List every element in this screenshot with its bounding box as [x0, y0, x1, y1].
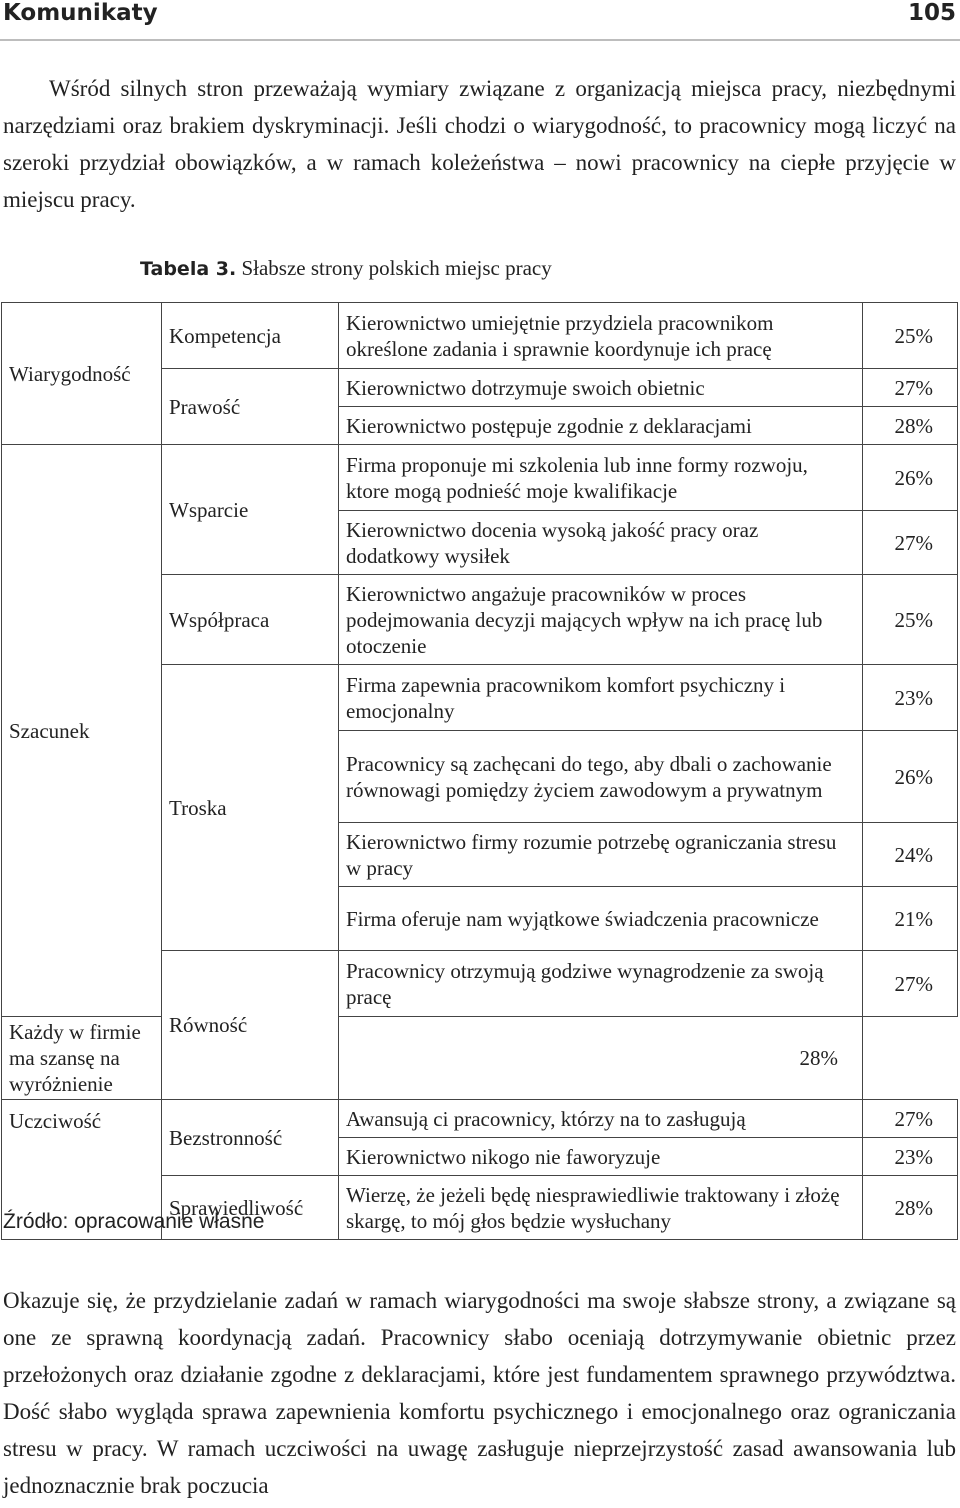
- subdimension-cell: Troska: [162, 665, 339, 951]
- table-row: [2, 1100, 958, 1138]
- table-source: Źródło: opracowanie własne: [3, 1210, 265, 1233]
- statement-cell: Kierownictwo nikogo nie faworyzuje: [339, 1138, 863, 1176]
- subdimension-cell: Kompetencja: [162, 303, 339, 369]
- statement-cell: Firma oferuje nam wyjątkowe świadczenia pracownicze: [339, 887, 863, 951]
- page-number: 105: [907, 0, 956, 26]
- statement-cell: Wierzę, że jeżeli będę niesprawiedliwie traktowany i złożę skargę, to mój głos będzie wysłuchany: [339, 1176, 863, 1240]
- dimension-cell: Szacunek: [2, 445, 162, 1017]
- statement-cell: Pracownicy otrzymują godziwe wynagrodzenie za swoją pracę: [339, 951, 863, 1017]
- header-rule: [0, 39, 960, 41]
- subdimension-cell: Wsparcie: [162, 445, 339, 575]
- statement-cell: Kierownictwo docenia wysoką jakość pracy oraz dodatkowy wysiłek: [339, 511, 863, 575]
- value-cell: 26%: [863, 445, 958, 511]
- table-caption-label: Tabela 3.: [140, 258, 237, 280]
- value-cell: 27%: [863, 511, 958, 575]
- value-cell: 28%: [339, 1017, 863, 1100]
- table-caption-title: Słabsze strony polskich miejsc pracy: [241, 256, 552, 280]
- statement-cell: Kierownictwo umiejętnie przydziela pracownikom określone zadania i sprawnie koordynuje ich pracę: [339, 303, 863, 369]
- dimension-cell: Uczciwość: [2, 1100, 162, 1240]
- subdimension-cell: Współpraca: [162, 575, 339, 665]
- value-cell: 27%: [863, 1100, 958, 1138]
- subdimension-cell: Sprawiedliwość: [162, 1176, 339, 1240]
- value-cell: 26%: [863, 731, 958, 823]
- table-caption: [140, 256, 552, 281]
- weaknesses-table: [1, 302, 958, 1240]
- dimension-cell: Wiarygodność: [2, 303, 162, 445]
- statement-cell: Firma proponuje mi szkolenia lub inne formy rozwoju, ktore mogą podnieść moje kwalifikacje: [339, 445, 863, 511]
- page-header: [0, 0, 960, 30]
- conclusion-paragraph: Okazuje się, że przydzielanie zadań w ramach wiarygodności ma swoje słabsze strony, a związane są one ze sprawną koordynacją zadań. Pracownicy słabo oceniają dotrzymywanie obietnic przez przełożonych oraz działanie zgodne z deklaracjami, które jest fundamentem sprawnego przywództwa. Dość słabo wygląda sprawa zapewnienia komfortu psychicznego i emocjonalnego oraz ograniczania stresu w pracy. W ramach uczciwości na uwagę zasługuje nieprzejrzystość zasad awansowania lub jednoznacznie brak poczucia: [3, 1288, 956, 1498]
- value-cell: 25%: [863, 575, 958, 665]
- statement-cell: Awansują ci pracownicy, którzy na to zasługują: [339, 1100, 863, 1138]
- table-row: [2, 1017, 958, 1100]
- subdimension-cell: Bezstronność: [162, 1100, 339, 1176]
- value-cell: 23%: [863, 665, 958, 731]
- subdimension-cell: Prawość: [162, 369, 339, 445]
- statement-cell: Pracownicy są zachęcani do tego, aby dbali o zachowanie równowagi pomiędzy życiem zawodowym a prywatnym: [339, 731, 863, 823]
- value-cell: 28%: [863, 1176, 958, 1240]
- table-row: [2, 445, 958, 511]
- intro-paragraph: Wśród silnych stron przeważają wymiary związane z organizacją miejsca pracy, niezbędnymi narzędziami oraz brakiem dyskryminacji. Jeśli chodzi o wiarygodność, to pracownicy mogą liczyć na szeroki przydział obowiązków, a w ramach koleżeństwa – nowi pracownicy na ciepłe przyjęcie w miejscu pracy.: [3, 76, 956, 212]
- subdimension-cell: Równość: [162, 951, 339, 1100]
- value-cell: 28%: [863, 407, 958, 445]
- statement-cell: Kierownictwo angażuje pracowników w proces podejmowania decyzji mających wpływ na ich pracę lub otoczenie: [339, 575, 863, 665]
- statement-cell: Firma zapewnia pracownikom komfort psychiczny i emocjonalny: [339, 665, 863, 731]
- statement-cell: Każdy w firmie ma szansę na wyróżnienie: [2, 1017, 162, 1100]
- section-title: Komunikaty: [3, 0, 158, 26]
- value-cell: 27%: [863, 951, 958, 1017]
- value-cell: 21%: [863, 887, 958, 951]
- statement-cell: Kierownictwo dotrzymuje swoich obietnic: [339, 369, 863, 407]
- table-row: [2, 303, 958, 369]
- value-cell: 23%: [863, 1138, 958, 1176]
- value-cell: 24%: [863, 823, 958, 887]
- statement-cell: Kierownictwo postępuje zgodnie z deklaracjami: [339, 407, 863, 445]
- value-cell: 27%: [863, 369, 958, 407]
- statement-cell: Kierownictwo firmy rozumie potrzebę ograniczania stresu w pracy: [339, 823, 863, 887]
- value-cell: 25%: [863, 303, 958, 369]
